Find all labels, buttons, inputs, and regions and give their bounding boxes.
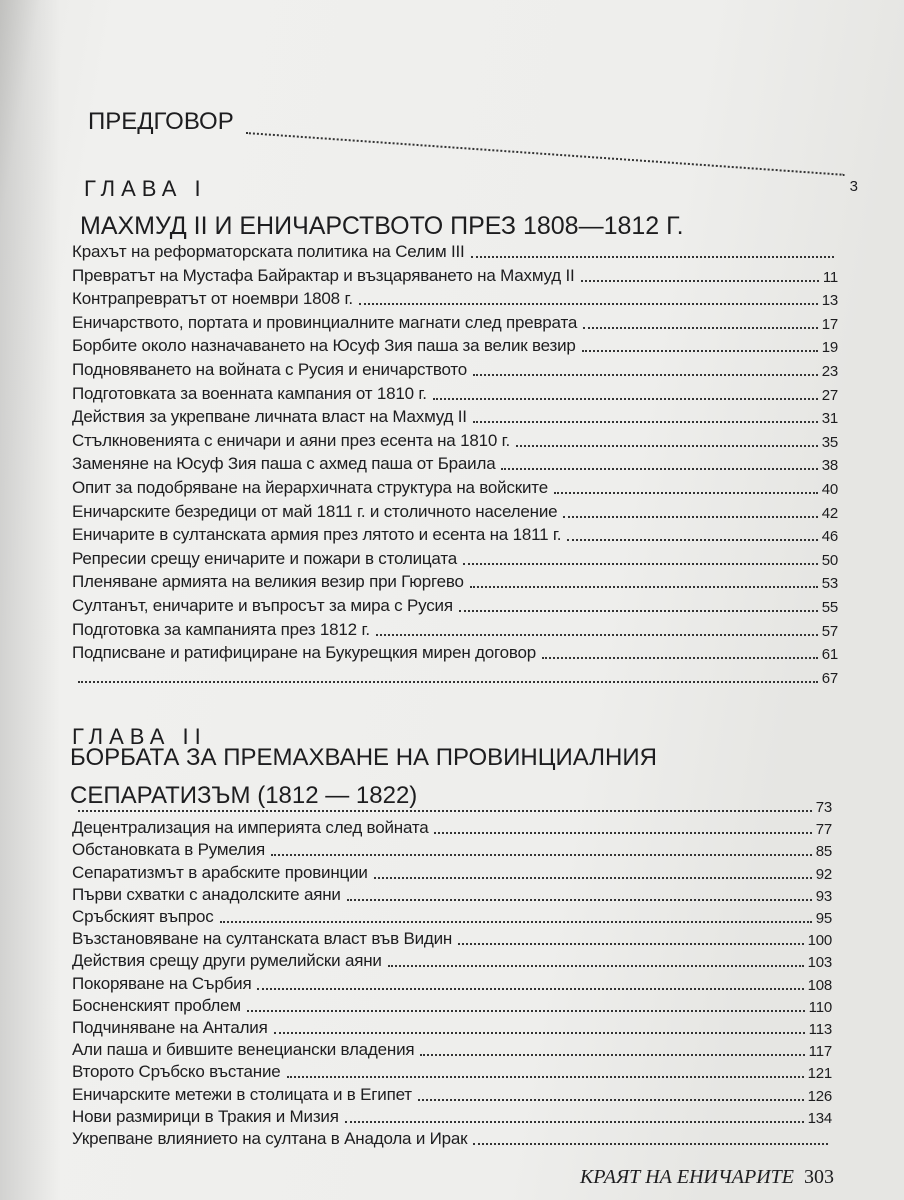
toc-entry-page: 73	[815, 799, 832, 816]
toc-entry-page: 117	[808, 1043, 832, 1061]
running-footer	[580, 1166, 834, 1189]
toc-entry-page: 134	[807, 1109, 832, 1127]
chapter1-label: ГЛАВА I	[84, 176, 207, 201]
chapter2-title-line2: СЕПАРАТИЗЪМ (1812 — 1822)	[70, 782, 418, 809]
toc-leader-dots	[463, 562, 818, 565]
toc-entry-title: Еничарството, портата и провинциалните магнати след преврата	[72, 312, 578, 332]
toc-entry-page: 38	[821, 457, 838, 475]
toc-leader-dots	[78, 680, 818, 683]
toc-leader-dots	[257, 987, 803, 990]
toc-leader-dots	[271, 853, 812, 856]
toc-entry	[72, 403, 838, 427]
toc-entry-title: Репресии срещу еничарите и пожари в столицата	[72, 548, 457, 568]
toc-leader-dots	[473, 373, 818, 376]
toc-entry	[72, 925, 832, 949]
page-gutter-shadow	[0, 0, 60, 1200]
toc-entry-title: Стълкновенията с еничари и аяни през есента на 1810 г.	[72, 430, 511, 450]
toc-entry-page: 53	[821, 575, 838, 593]
toc-entry-page: 121	[807, 1065, 832, 1083]
toc-entry	[72, 474, 838, 498]
toc-entry	[72, 309, 838, 333]
toc-entry-title: Контрапревратът от ноември 1808 г.	[72, 289, 353, 309]
toc-leader-dots	[434, 831, 811, 834]
toc-entry	[72, 450, 838, 474]
preface-label: ПРЕДГОВОР	[88, 108, 234, 135]
toc-entry-title: Опит за подобряване на йерархичната структура на войските	[72, 478, 548, 497]
toc-entry	[72, 498, 838, 522]
toc-entry-page: 93	[815, 887, 832, 905]
toc-entry-title: Подчиняване на Анталия	[72, 1018, 268, 1037]
toc-entry-title: Подписване и ратифициране на Букурещкия мирен договор	[72, 643, 537, 663]
toc-leader-dots	[582, 349, 818, 352]
toc-entry-title: Възстановяване на султанската власт във Видин	[72, 929, 453, 949]
toc-entry-page: 42	[821, 504, 838, 522]
toc-leader-dots	[247, 1009, 805, 1012]
toc-entry	[72, 903, 832, 927]
toc-entry-title: Действия за укрепване личната власт на Махмуд II	[72, 407, 467, 427]
toc-leader-dots	[78, 809, 812, 812]
toc-leader-dots	[470, 585, 818, 588]
chapter1-title: МАХМУД II И ЕНИЧАРСТВОТО ПРЕЗ 1808—1812 Г.	[80, 212, 684, 240]
toc-leader-dots	[458, 942, 803, 945]
toc-entry	[72, 1014, 832, 1038]
chapter2-label: ГЛАВА II	[72, 724, 207, 749]
toc-entry-page: 46	[821, 528, 838, 546]
toc-leader-dots	[433, 397, 818, 400]
toc-entry	[72, 814, 832, 838]
toc-entry	[72, 881, 832, 905]
toc-leader-dots	[376, 633, 818, 636]
toc-entry-page: 126	[807, 1087, 832, 1105]
toc-entry	[72, 947, 832, 971]
toc-leader-dots	[359, 302, 818, 305]
toc-entry-title: Еничарите в султанската армия през лятото и есента на 1811 г.	[72, 525, 562, 545]
toc-entry-page: 50	[821, 551, 838, 569]
toc-entry-page: 85	[815, 843, 832, 861]
toc-entry-title: Второто Сръбско въстание	[72, 1062, 281, 1082]
toc-entry	[72, 285, 838, 309]
toc-entry-title: Децентрализация на империята след войната	[72, 818, 429, 838]
toc-entry	[72, 1058, 832, 1082]
toc-entry-page: 77	[815, 821, 832, 839]
toc-entry	[72, 521, 838, 545]
toc-leader-dots	[554, 491, 818, 494]
toc-entry-title: Подготовка за кампанията през 1812 г.	[72, 619, 370, 639]
toc-entry	[72, 792, 832, 816]
toc-entry-page: 11	[822, 268, 838, 286]
toc-entry	[72, 332, 838, 356]
toc-leader-dots	[567, 538, 817, 541]
toc-entry-page: 57	[821, 622, 838, 640]
toc-leader-dots	[563, 515, 817, 518]
chapter2-title-line1: БОРБАТА ЗА ПРЕМАХВАНЕ НА ПРОВИНЦИАЛНИЯ	[70, 744, 657, 771]
toc-entry-title: Крахът на реформаторската политика на Селим III	[72, 242, 465, 261]
toc-leader-dots	[388, 964, 804, 967]
toc-entry-title: Подготовката за военната кампания от 1810 г.	[72, 383, 427, 403]
toc-leader-dots	[542, 656, 818, 659]
toc-entry-page: 19	[821, 339, 838, 357]
toc-leader-dots	[374, 876, 812, 879]
toc-entry	[72, 992, 832, 1016]
toc-entry	[72, 262, 838, 286]
toc-entry	[72, 616, 838, 640]
toc-entry-title: Покоряване на Сърбия	[72, 973, 252, 993]
toc-entry-title: Действия срещу други румелийски аяни	[72, 951, 382, 971]
toc-entry	[72, 1036, 832, 1060]
toc-entry-page: 103	[807, 954, 832, 972]
toc-entry-title: Първи схватки с анадолските аяни	[72, 884, 341, 904]
toc-entry-page: 92	[815, 865, 832, 883]
toc-entry-title: Пленяване армията на великия везир при Гюргево	[72, 572, 464, 592]
toc-entry-title: Борбите около назначаването на Юсуф Зия паша за велик везир	[72, 336, 576, 356]
toc-entry-page: 95	[815, 910, 832, 927]
toc-entry-title: Босненският проблем	[72, 995, 241, 1015]
toc-leader-dots	[583, 326, 818, 329]
toc-entry	[72, 427, 838, 451]
toc-entry-page: 100	[807, 932, 832, 950]
toc-entry-title: Превратът на Мустафа Байрактар и възцаряването на Махмуд II	[72, 265, 575, 285]
toc-entry	[72, 836, 832, 860]
toc-entry-title: Али паша и бившите венециански владения	[72, 1040, 415, 1060]
toc-entry	[72, 639, 838, 663]
toc-entry	[72, 356, 838, 380]
toc-entry	[72, 380, 838, 404]
page-number: 303	[804, 1166, 834, 1188]
toc-leader-dots	[345, 1120, 804, 1123]
toc-leader-dots	[274, 1031, 805, 1034]
toc-leader-dots	[420, 1053, 804, 1056]
toc-entry-page: 40	[821, 481, 838, 498]
running-head: КРАЯТ НА ЕНИЧАРИТЕ	[580, 1166, 794, 1188]
toc-leader-dots	[459, 609, 818, 612]
toc-entry-page: 31	[821, 410, 838, 428]
preface-page: 3	[849, 178, 858, 195]
toc-entry-title: Султанът, еничарите и въпросът за мира с Русия	[72, 596, 453, 615]
toc-entry	[72, 859, 832, 883]
toc-leader-dots	[473, 420, 818, 423]
toc-entry-title: Укрепване влиянието на султана в Анадола и Ирак	[72, 1129, 468, 1148]
toc-entry	[72, 1103, 832, 1127]
toc-leader-dots	[516, 444, 818, 447]
toc-leader-dots	[473, 1142, 828, 1145]
toc-entry	[72, 1081, 832, 1105]
toc-entry	[72, 568, 838, 592]
toc-entry-page: 13	[821, 292, 838, 310]
toc-entry-title: Подновяването на войната с Русия и еничарството	[72, 360, 468, 379]
toc-entry-page: 17	[821, 315, 838, 333]
toc-entry-title: Еничарските безредици от май 1811 г. и столичното население	[72, 501, 558, 521]
toc-leader-dots	[347, 898, 812, 901]
toc-entry-title: Обстановката в Румелия	[72, 840, 266, 860]
toc-entry-page: 67	[821, 669, 838, 687]
toc-entry	[72, 663, 838, 687]
toc-entry-title: Нови размирици в Тракия и Мизия	[72, 1106, 339, 1126]
toc-entry-page: 61	[821, 646, 838, 664]
toc-entry	[72, 545, 838, 569]
toc-leader-dots	[220, 920, 812, 923]
toc-entry-page: 113	[808, 1021, 832, 1038]
toc-leader-dots	[501, 467, 817, 470]
toc-entry-page: 23	[821, 363, 838, 380]
toc-entry-page: 108	[807, 976, 832, 994]
toc-leader-dots	[287, 1075, 804, 1078]
toc-entry-page: 27	[821, 386, 838, 404]
toc-entry	[72, 238, 838, 262]
toc-entry-page: 55	[821, 599, 838, 616]
toc-entry-title: Заменяне на Юсуф Зия паша с ахмед паша от Браила	[72, 454, 496, 474]
toc-leader-dots	[581, 279, 819, 282]
toc-entry-title: Сепаратизмът в арабските провинции	[72, 862, 368, 882]
toc-entry-title: Сръбският въпрос	[72, 907, 214, 926]
toc-entry-page: 35	[821, 433, 838, 451]
toc-leader-dots	[471, 255, 834, 258]
toc-leader-dots	[418, 1098, 804, 1101]
toc-entry	[72, 970, 832, 994]
toc-entry-title: Еничарските метежи в столицата и в Египет	[72, 1084, 412, 1104]
preface-leader-dots	[246, 130, 845, 176]
toc-entry	[72, 1125, 832, 1149]
toc-entry	[72, 592, 838, 616]
toc-entry-page: 110	[808, 998, 832, 1016]
